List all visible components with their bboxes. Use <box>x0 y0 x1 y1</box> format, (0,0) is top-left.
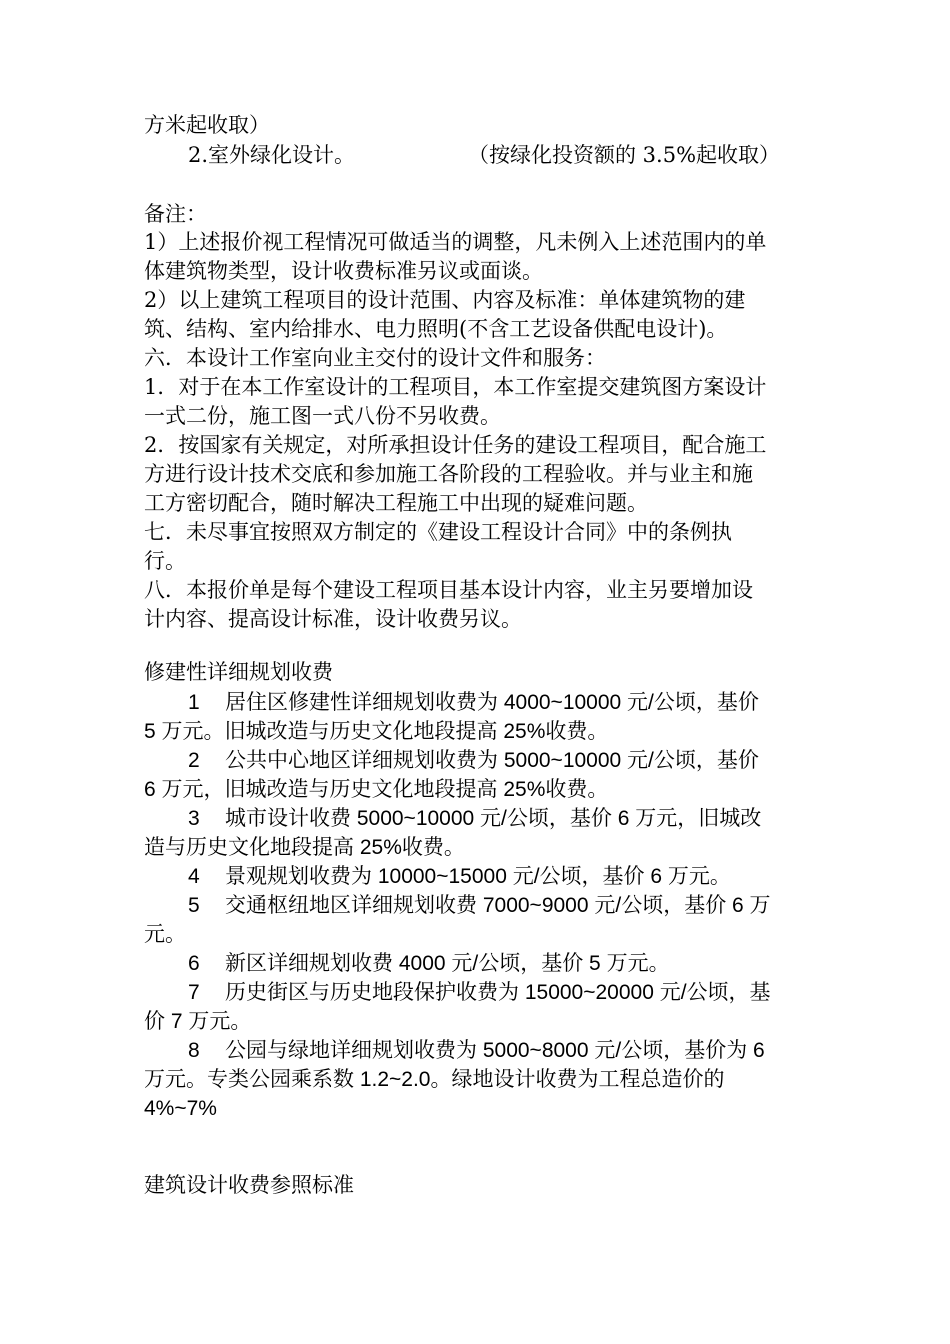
item-text: 居住区修建性详细规划收费为 4000~10000 元/公顷，基价 <box>225 691 759 714</box>
remark-line: 筑、结构、室内给排水、电力照明(不含工艺设备供配电设计)。 <box>144 317 728 341</box>
section-heading-seven: 七．未尽事宜按照双方制定的《建设工程设计合同》中的条例执 <box>144 520 732 544</box>
planning-item-continuation: 元。 <box>144 923 186 946</box>
remark-line: 2．按国家有关规定，对所承担设计任务的建设工程项目，配合施工 <box>144 433 767 457</box>
item-number: 4 <box>188 865 200 888</box>
item-text: 公园与绿地详细规划收费为 5000~8000 元/公顷，基价为 6 <box>225 1039 765 1062</box>
remark-line: 1．对于在本工作室设计的工程项目，本工作室提交建筑图方案设计 <box>144 375 767 399</box>
planning-item-continuation: 5 万元。旧城改造与历史文化地段提高 25%收费。 <box>144 720 609 743</box>
item-number: 5 <box>188 894 200 917</box>
planning-item-continuation: 6 万元，旧城改造与历史文化地段提高 25%收费。 <box>144 778 609 801</box>
item-number: 1 <box>188 691 200 714</box>
planning-fee-heading: 修建性详细规划收费 <box>144 660 333 684</box>
remark-line: 体建筑物类型，设计收费标准另议或面谈。 <box>144 259 543 283</box>
planning-item <box>188 804 761 833</box>
item-text: 公共中心地区详细规划收费为 5000~10000 元/公顷，基价 <box>225 749 759 772</box>
planning-item-continuation: 造与历史文化地段提高 25%收费。 <box>144 836 465 859</box>
item-number: 8 <box>188 1039 200 1062</box>
planning-item <box>188 746 759 775</box>
item-text: 新区详细规划收费 4000 元/公顷，基价 5 万元。 <box>225 952 670 975</box>
fee-item-outdoor-greening: 2.室外绿化设计。 <box>188 143 356 167</box>
remark-line: 工方密切配合，随时解决工程施工中出现的疑难问题。 <box>144 491 648 515</box>
item-number: 3 <box>188 807 200 830</box>
planning-item-continuation: 价 7 万元。 <box>144 1010 252 1033</box>
remarks-heading: 备注： <box>144 202 207 226</box>
planning-item <box>188 891 771 920</box>
section-heading-deliverables: 六．本设计工作室向业主交付的设计文件和服务： <box>144 346 606 370</box>
item-text: 城市设计收费 5000~10000 元/公顷，基价 6 万元，旧城改 <box>225 807 762 830</box>
item-text: 景观规划收费为 10000~15000 元/公顷，基价 6 万元。 <box>225 865 731 888</box>
remark-line: 2）以上建筑工程项目的设计范围、内容及标准：单体建筑物的建 <box>144 288 746 312</box>
item-number: 7 <box>188 981 200 1004</box>
planning-item-continuation: 万元。专类公园乘系数 1.2~2.0。绿地设计收费为工程总造价的 <box>144 1068 725 1091</box>
building-design-fee-heading: 建筑设计收费参照标准 <box>144 1173 354 1197</box>
remark-line: 方进行设计技术交底和参加施工各阶段的工程验收。并与业主和施 <box>144 462 753 486</box>
item-text: 历史街区与历史地段保护收费为 15000~20000 元/公顷，基 <box>225 981 771 1004</box>
item-number: 2 <box>188 749 200 772</box>
text-line: 方米起收取） <box>144 113 270 137</box>
remark-line: 计内容、提高设计标准，设计收费另议。 <box>144 607 522 631</box>
planning-item <box>188 949 670 978</box>
remark-line: 行。 <box>144 549 186 573</box>
planning-item <box>188 978 771 1007</box>
planning-item <box>188 688 759 717</box>
item-number: 6 <box>188 952 200 975</box>
planning-item-continuation: 4%~7% <box>144 1097 217 1120</box>
remark-line: 1）上述报价视工程情况可做适当的调整，凡未例入上述范围内的单 <box>144 230 767 254</box>
fee-item-note: （按绿化投资额的 3.5%起收取） <box>468 143 781 167</box>
section-heading-eight: 八．本报价单是每个建设工程项目基本设计内容，业主另要增加设 <box>144 578 753 602</box>
planning-item <box>188 862 731 891</box>
remark-line: 一式二份，施工图一式八份不另收费。 <box>144 404 501 428</box>
item-text: 交通枢纽地区详细规划收费 7000~9000 元/公顷，基价 6 万 <box>225 894 771 917</box>
planning-item <box>188 1036 765 1065</box>
